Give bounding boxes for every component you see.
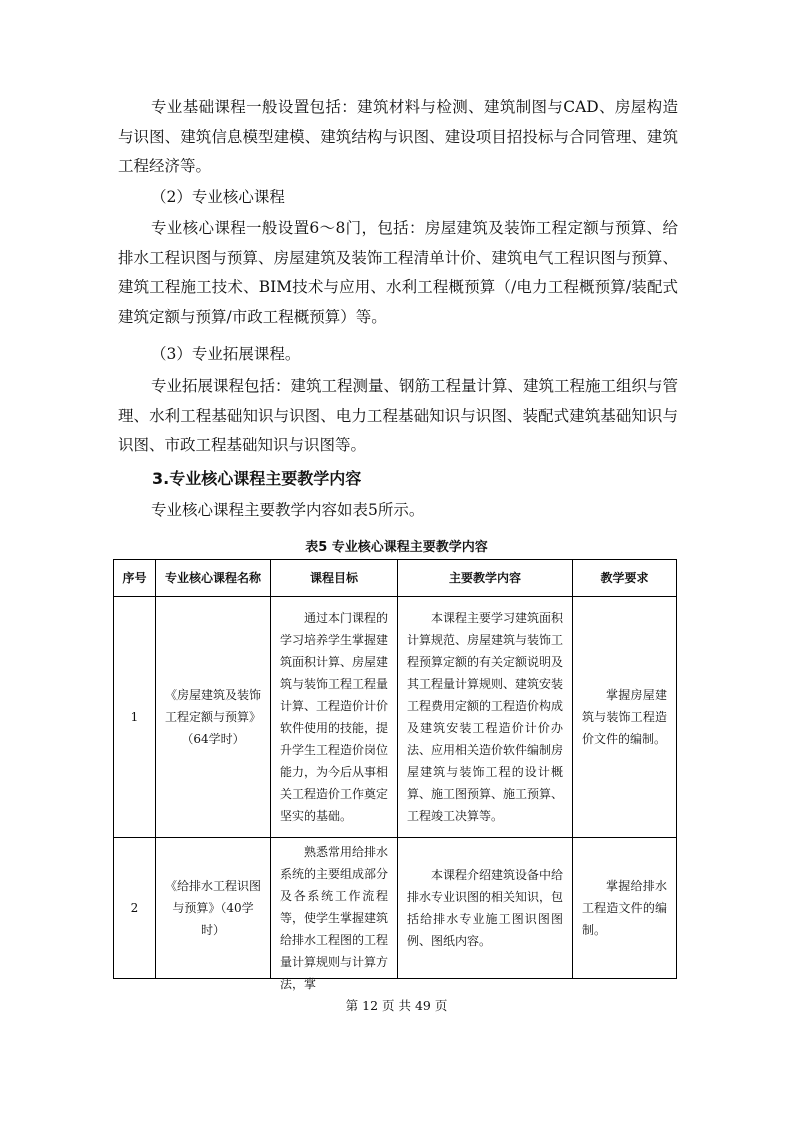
goal-text: 通过本门课程的学习培养学生掌握建筑面积计算、房屋建筑与装饰工程工程量计算、工程造价计价软件使用的技能，提升学生工程造价岗位能力，为今后从事相关工程造价工作奠定坚实的基础。 [280,611,389,823]
paragraph-table-intro: 专业核心课程主要教学内容如表5所示。 [151,501,425,519]
header-main-content: 主要教学内容 [398,560,573,597]
core-courses-table [113,559,677,991]
page-footer: 第 12 页 共 49 页 [345,998,448,1013]
row-no: 2 [114,838,156,979]
goal-text: 熟悉常用给排水系统的主要组成部分及各系统工作流程等，使学生掌握建筑给排水工程图的工程量计算规则与计算方法，掌 [280,845,389,991]
row-course-goal [271,838,398,991]
content-text: 本课程主要学习建筑面积计算规范、房屋建筑与装饰工程预算定额的有关定额说明及其工程量计算规则、建筑安装工程费用定额的工程造价构成及建筑安装工程造价计价办法、应用相关造价软件编制房屋建筑与装饰工程的设计概算、施工图预算、施工预算、工程竣工决算等。 [407,611,564,823]
row-requirements [573,838,677,979]
header-requirements: 教学要求 [573,560,677,597]
subheading-extension-courses: （3）专业拓展课程。 [151,345,301,363]
paragraph-core-courses: 专业核心课程一般设置6～8门，包括：房屋建筑及装饰工程定额与预算、给排水工程识图与预算、房屋建筑及装饰工程清单计价、建筑电气工程识图与预算、建筑工程施工技术、BIM技术与应用、水利工程概预算（/电力工程概预算/装配式建筑定额与预算/市政工程概预算）等。 [118,219,678,326]
subheading-core-courses: （2）专业核心课程 [151,188,285,206]
header-no: 序号 [114,560,156,597]
content-text: 本课程介绍建筑设备中给排水专业识图的相关知识，包括给排水专业施工图识图图例、图纸内容。 [407,868,564,948]
row-requirements [573,597,677,838]
row-main-content [398,597,573,838]
header-course-goal: 课程目标 [271,560,398,597]
row-course-name: 《给排水工程识图与预算》（40学时） [156,838,271,979]
requirement-text: 掌握房屋建筑与装饰工程造价文件的编制。 [582,688,667,746]
table-row [114,597,677,838]
header-course-name: 专业核心课程名称 [156,560,271,597]
row-no: 1 [114,597,156,838]
table-row [114,838,677,979]
row-course-goal [271,597,398,838]
paragraph-foundation-courses: 专业基础课程一般设置包括：建筑材料与检测、建筑制图与CAD、房屋构造与识图、建筑信息模型建模、建筑结构与识图、建设项目招投标与合同管理、建筑工程经济等。 [118,98,678,175]
paragraph-extension-courses: 专业拓展课程包括：建筑工程测量、钢筋工程量计算、建筑工程施工组织与管理、水利工程基础知识与识图、电力工程基础知识与识图、装配式建筑基础知识与识图、市政工程基础知识与识图等。 [118,377,679,454]
section-heading: 3.专业核心课程主要教学内容 [152,469,362,488]
table-caption: 表5 专业核心课程主要教学内容 [305,540,488,555]
table-header-row [114,560,677,597]
requirement-text: 掌握给排水工程造文件的编制。 [582,879,667,937]
row-main-content [398,838,573,979]
row-course-name: 《房屋建筑及装饰工程定额与预算》（64学时） [156,597,271,838]
